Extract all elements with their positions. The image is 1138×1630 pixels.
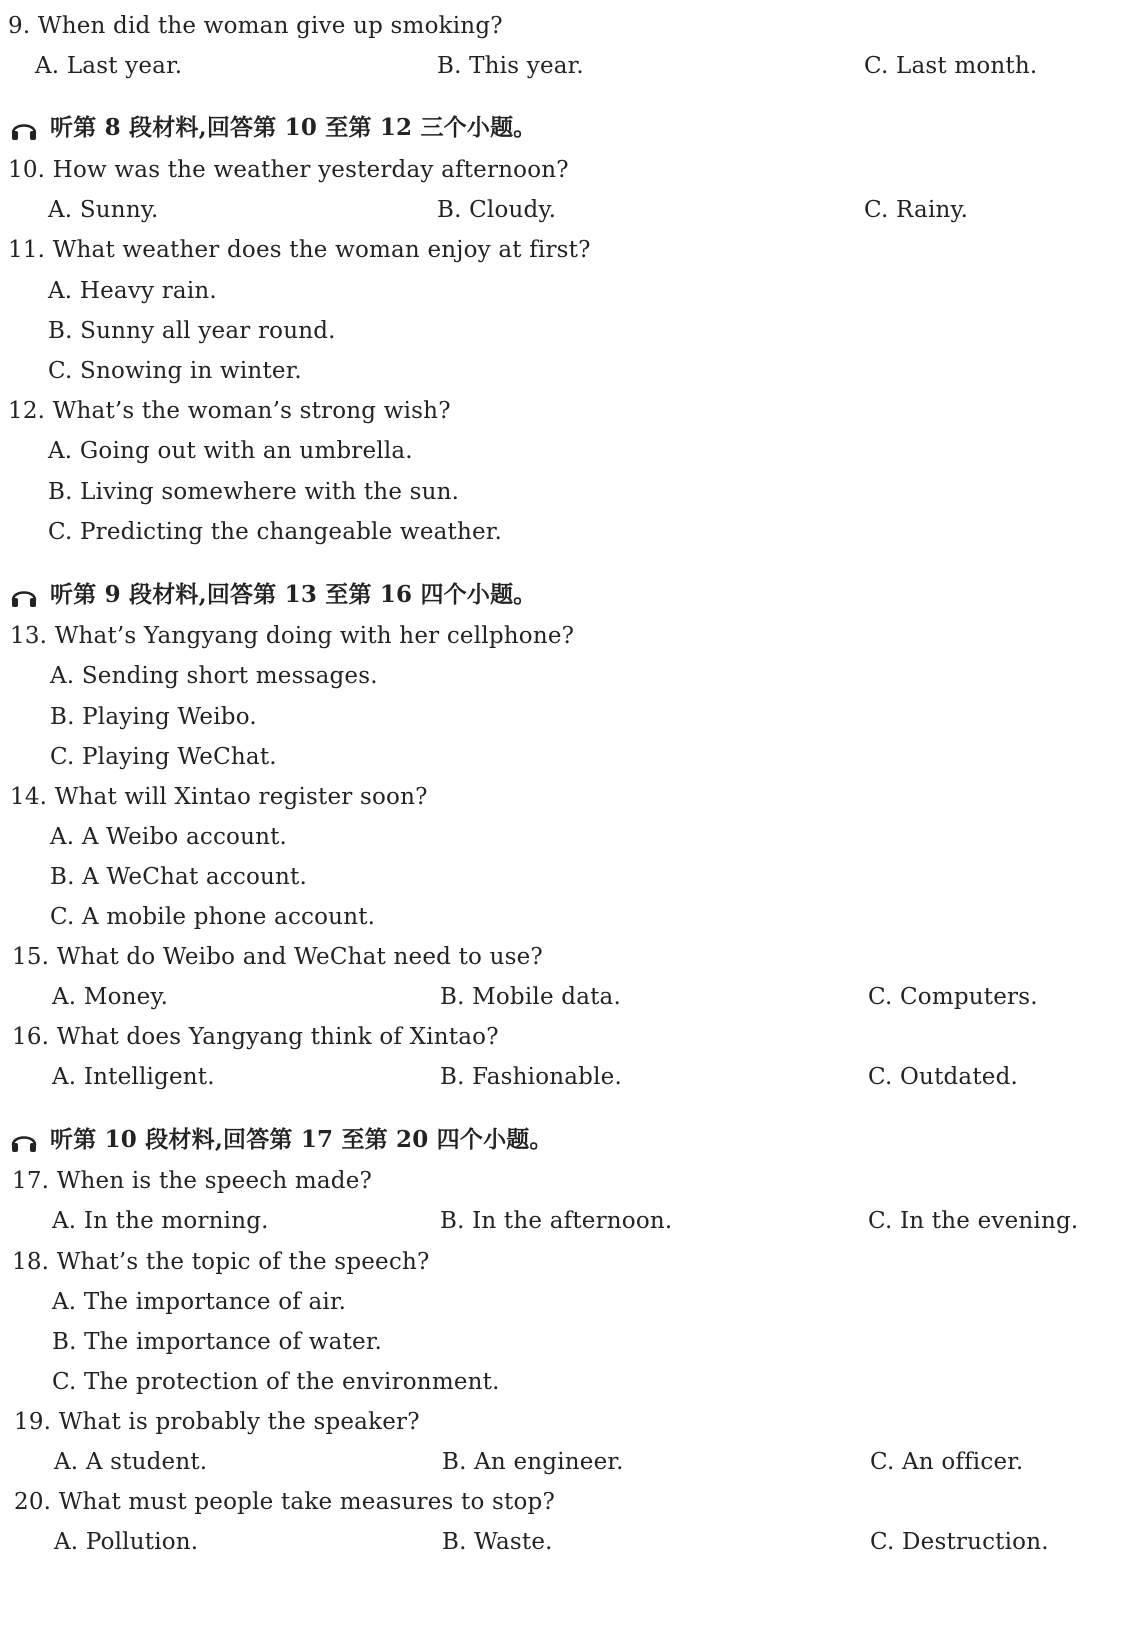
options-row <box>0 1442 1138 1482</box>
option-b: B. The importance of water. <box>52 1329 383 1355</box>
option-a: A. A Weibo account. <box>50 824 288 850</box>
question-text: 9. When did the woman give up smoking? <box>8 13 503 39</box>
option-a: A. A student. <box>54 1449 208 1475</box>
option-b: B. Mobile data. <box>440 984 621 1010</box>
option-a: A. Heavy rain. <box>48 278 217 304</box>
question-text: 11. What weather does the woman enjoy at first? <box>8 237 591 263</box>
question-13 <box>0 616 1138 656</box>
section-title: 听第 10 段材料,回答第 17 至第 20 四个小题。 <box>50 1126 553 1153</box>
question-15 <box>0 937 1138 977</box>
question-text: 12. What’s the woman’s strong wish? <box>8 398 451 424</box>
question-text: 14. What will Xintao register soon? <box>10 784 428 810</box>
question-text: 18. What’s the topic of the speech? <box>12 1249 430 1275</box>
option-c: C. Last month. <box>864 53 1038 79</box>
question-text: 16. What does Yangyang think of Xintao? <box>12 1024 499 1050</box>
question-text: 13. What’s Yangyang doing with her cellphone? <box>10 623 575 649</box>
option-row <box>0 857 1138 897</box>
option-row <box>0 897 1138 937</box>
option-row <box>0 472 1138 512</box>
option-row <box>0 351 1138 391</box>
option-c: C. Playing WeChat. <box>50 744 277 770</box>
option-a: A. Money. <box>52 984 169 1010</box>
option-c: C. The protection of the environment. <box>52 1369 500 1395</box>
question-text: 17. When is the speech made? <box>12 1168 373 1194</box>
option-b: B. An engineer. <box>442 1449 624 1475</box>
question-14 <box>0 777 1138 817</box>
section-header <box>0 575 1138 615</box>
option-a: A. In the morning. <box>52 1208 269 1234</box>
option-a: A. Going out with an umbrella. <box>48 438 413 464</box>
option-c: C. Computers. <box>868 984 1038 1010</box>
option-c: C. Outdated. <box>868 1064 1019 1090</box>
options-row <box>0 46 1138 86</box>
headphones-icon <box>10 116 38 142</box>
option-a: A. Sunny. <box>48 197 159 223</box>
option-c: C. An officer. <box>870 1449 1024 1475</box>
option-c: C. Predicting the changeable weather. <box>48 519 502 545</box>
options-row <box>0 1057 1138 1097</box>
question-20 <box>0 1482 1138 1522</box>
option-row <box>0 1282 1138 1322</box>
option-c: C. A mobile phone account. <box>50 904 376 930</box>
option-row <box>0 271 1138 311</box>
option-b: B. Living somewhere with the sun. <box>48 479 460 505</box>
option-row <box>0 656 1138 696</box>
option-b: B. Sunny all year round. <box>48 318 336 344</box>
option-c: C. In the evening. <box>868 1208 1079 1234</box>
question-text: 19. What is probably the speaker? <box>14 1409 420 1435</box>
options-row <box>0 1522 1138 1562</box>
option-b: B. A WeChat account. <box>50 864 307 890</box>
question-text: 15. What do Weibo and WeChat need to use? <box>12 944 543 970</box>
option-b: B. Cloudy. <box>437 197 557 223</box>
option-a: A. Pollution. <box>54 1529 199 1555</box>
question-19 <box>0 1402 1138 1442</box>
section-title: 听第 9 段材料,回答第 13 至第 16 四个小题。 <box>50 581 537 608</box>
option-a: A. The importance of air. <box>52 1289 347 1315</box>
option-a: A. Last year. <box>35 53 183 79</box>
option-b: B. Playing Weibo. <box>50 704 257 730</box>
options-row <box>0 190 1138 230</box>
section-title: 听第 8 段材料,回答第 10 至第 12 三个小题。 <box>50 114 537 141</box>
question-17 <box>0 1161 1138 1201</box>
option-row <box>0 817 1138 857</box>
option-a: A. Sending short messages. <box>50 663 378 689</box>
question-text: 20. What must people take measures to stop? <box>14 1489 556 1515</box>
question-10 <box>0 150 1138 190</box>
option-b: B. In the afternoon. <box>440 1208 673 1234</box>
option-row <box>0 737 1138 777</box>
option-row <box>0 697 1138 737</box>
option-b: B. This year. <box>437 53 584 79</box>
headphones-icon <box>10 1128 38 1154</box>
option-c: C. Destruction. <box>870 1529 1049 1555</box>
option-row <box>0 1322 1138 1362</box>
question-16 <box>0 1017 1138 1057</box>
option-b: B. Fashionable. <box>440 1064 622 1090</box>
headphones-icon <box>10 583 38 609</box>
option-row <box>0 512 1138 552</box>
question-9 <box>0 6 1138 46</box>
options-row <box>0 1201 1138 1241</box>
option-row <box>0 431 1138 471</box>
question-text: 10. How was the weather yesterday afternoon? <box>8 157 569 183</box>
section-header <box>0 1120 1138 1160</box>
option-b: B. Waste. <box>442 1529 553 1555</box>
question-12 <box>0 391 1138 431</box>
option-c: C. Snowing in winter. <box>48 358 302 384</box>
option-c: C. Rainy. <box>864 197 969 223</box>
option-row <box>0 1362 1138 1402</box>
question-11 <box>0 230 1138 270</box>
question-18 <box>0 1242 1138 1282</box>
options-row <box>0 977 1138 1017</box>
option-row <box>0 311 1138 351</box>
section-header <box>0 108 1138 148</box>
option-a: A. Intelligent. <box>52 1064 215 1090</box>
